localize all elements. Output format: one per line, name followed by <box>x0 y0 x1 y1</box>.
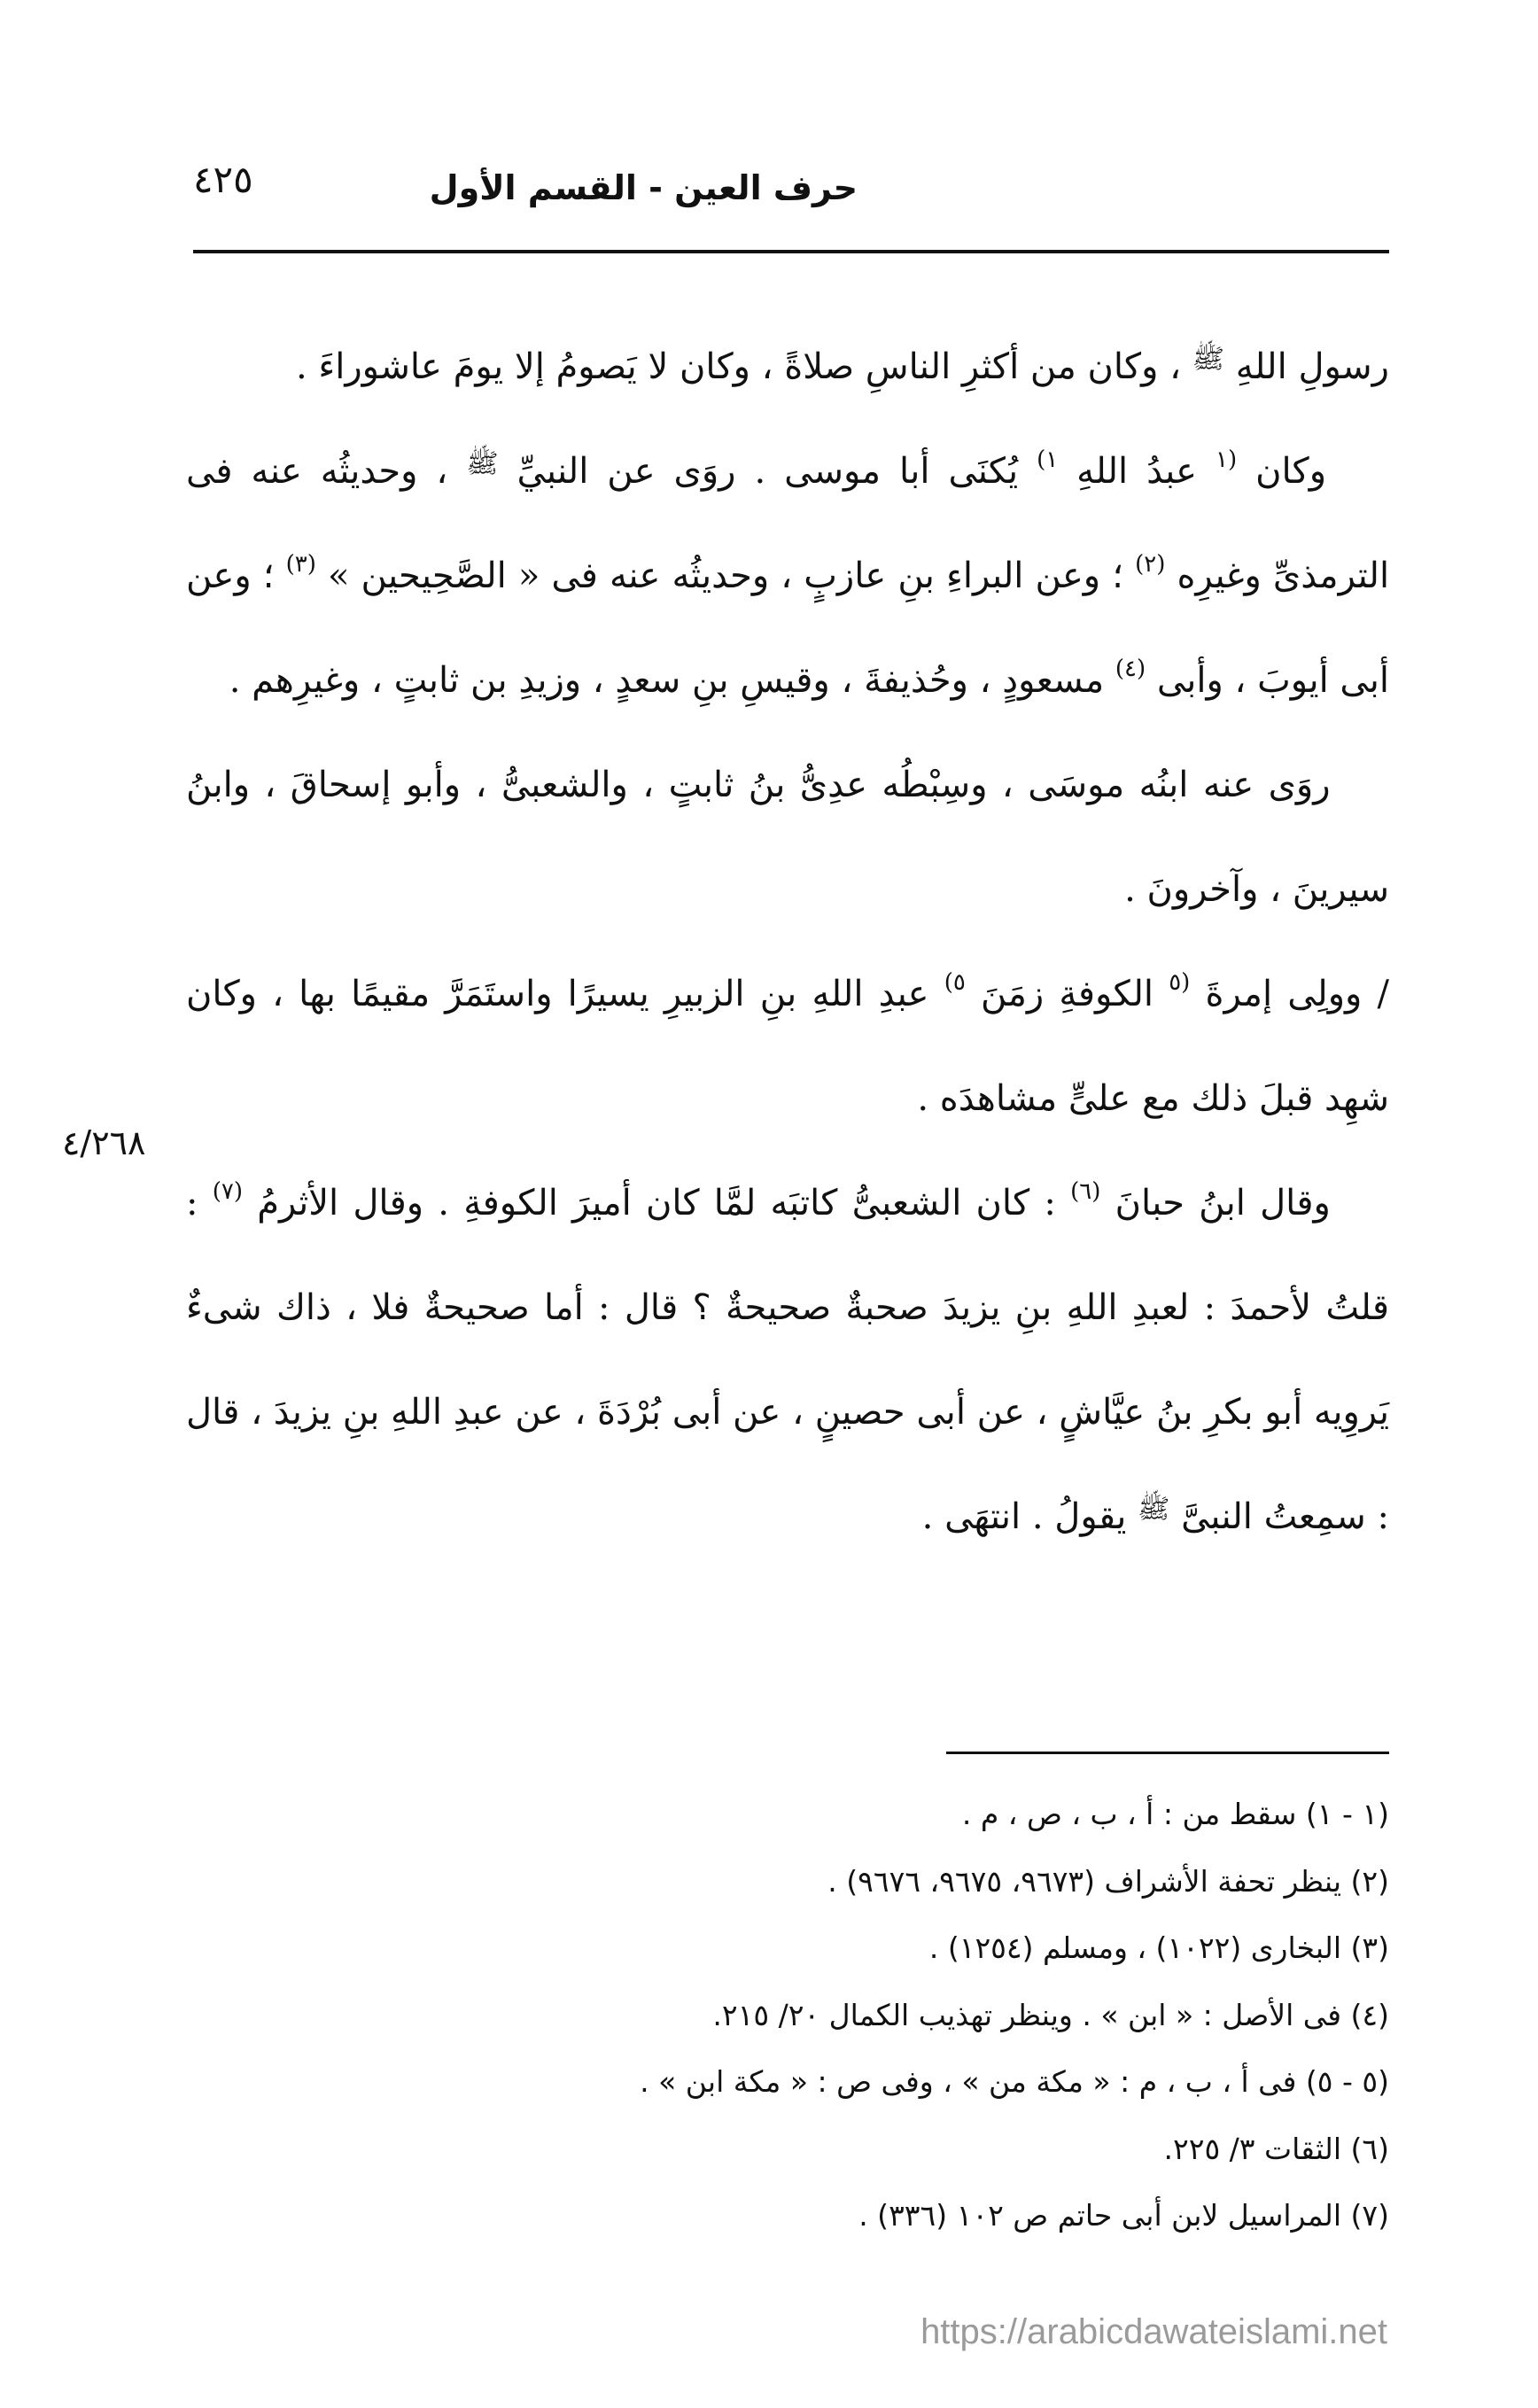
chapter-title: حرف العين - القسم الأول <box>429 168 858 207</box>
paragraph-1: رسولِ اللهِ $^ﷺ$ ، وكان من أكثرِ الناسِ صلاةً ، وكان لا يَصومُ إلا يومَ عاشوراءَ . <box>296 344 1389 387</box>
footnote-marker: ١) <box>1037 447 1059 473</box>
paragraph-3: روَى عنه ابنُه موسَى ، وسِبْطُه عدِىُّ بنُ ثابتٍ ، والشعبىُّ ، وأبو إسحاقَ ، وابنُ سيرينَ ، وآخرونَ . <box>186 765 1389 910</box>
running-header <box>193 158 1389 221</box>
footnote-marker: ٥) <box>944 969 966 996</box>
salawat-glyph: ﷺ <box>466 448 499 479</box>
footnote-marker: (٢) <box>1135 551 1166 578</box>
paragraph-2: وكان $^{(١}$ عبدُ اللهِ $^{١)}$ يُكنَى أبا موسى . روَى عن النبيِّ $^ﷺ$ ، وحديثُه عنه فى الترمذىِّ وغيرِه $^{(٢)}$ ؛ وعن البراءِ بنِ عازبٍ ، وحديثُه عنه فى « الصَّحِيحين » $^{(٣)}$ ؛ وعن أبى أيوبَ ، وأبى $^{(٤)}$ مسعودٍ ، وحُذيفةَ ، وقيسِ بنِ سعدٍ ، وزيدِ بن ثابتٍ ، وغيرِهم . <box>186 447 1390 701</box>
footnotes <box>266 1781 1389 2249</box>
footnote-rule <box>946 1752 1389 1754</box>
salawat-glyph: ﷺ <box>1138 1494 1170 1525</box>
footnote-marker: (٣) <box>285 551 316 578</box>
paragraph-5: وقال ابنُ حبانَ $^{(٦)}$ : كان الشعبىُّ كاتبَه لمَّا كان أميرَ الكوفةِ . وقال الأثرمُ $^{(٧)}$ : قلتُ لأحمدَ : لعبدِ اللهِ بنِ يزيدَ صحبةٌ صحيحةٌ ؟ قال : أما صحيحةٌ فلا ، ذاك شىءٌ يَروِيه أبو بكرِ بنُ عيَّاشٍ ، عن أبى حصينٍ ، عن أبى بُرْدَةَ ، عن عبدِ اللهِ بنِ يزيدَ ، قال : سمِعتُ النبىَّ $^ﷺ$ يقولُ . انتهَى . <box>185 1178 1390 1537</box>
page-number: ٤٢٥ <box>193 158 253 201</box>
footnote-item: (٧) المراسيل لابن أبى حاتم ص ١٠٢ (٣٣٦) . <box>858 2198 1389 2233</box>
footnote-item: (١ - ١) سقط من : أ ، ب ، ص ، م . <box>961 1797 1389 1831</box>
margin-reference: ٤/٢٦٨ <box>62 1123 146 1162</box>
footnote-marker: (٤) <box>1115 656 1146 682</box>
footnote-marker: (٦) <box>1070 1178 1101 1205</box>
footnote-marker: (٧) <box>212 1178 243 1205</box>
salawat-glyph: ﷺ <box>1192 344 1225 375</box>
footnote-item: (٥ - ٥) فى أ ، ب ، م : « مكة من » ، وفى ص : « مكة ابن » . <box>640 2064 1389 2099</box>
footnote-item: (٦) الثقات ٣/ ٢٢٥. <box>1163 2131 1389 2166</box>
footnote-item: (٢) ينظر تحفة الأشراف (٩٦٧٣، ٩٦٧٥، ٩٦٧٦) . <box>827 1863 1389 1899</box>
footnote-marker: (٥ <box>1169 969 1191 996</box>
paragraph-4: / وولِى إمرةَ $^{(٥}$ الكوفةِ زمَنَ $^{٥)}$ عبدِ اللهِ بنِ الزبيرِ يسيرًا واستَمَرَّ مقيمًا بها ، وكان شهِد قبلَ ذلك مع علىٍّ مشاهدَه . <box>186 969 1390 1119</box>
footnote-item: (٣) البخارى (١٠٢٢) ، ومسلم (١٢٥٤) . <box>928 1930 1389 1965</box>
header-rule <box>193 250 1389 253</box>
watermark-url: https://arabicdawateislami.net <box>920 2312 1387 2351</box>
footnote-item: (٤) فى الأصل : « ابن » . وينظر تهذيب الكمال ٢٠/ ٢١٥. <box>712 1997 1389 2032</box>
footnote-marker: (١ <box>1216 447 1238 473</box>
main-text <box>186 315 1389 1569</box>
